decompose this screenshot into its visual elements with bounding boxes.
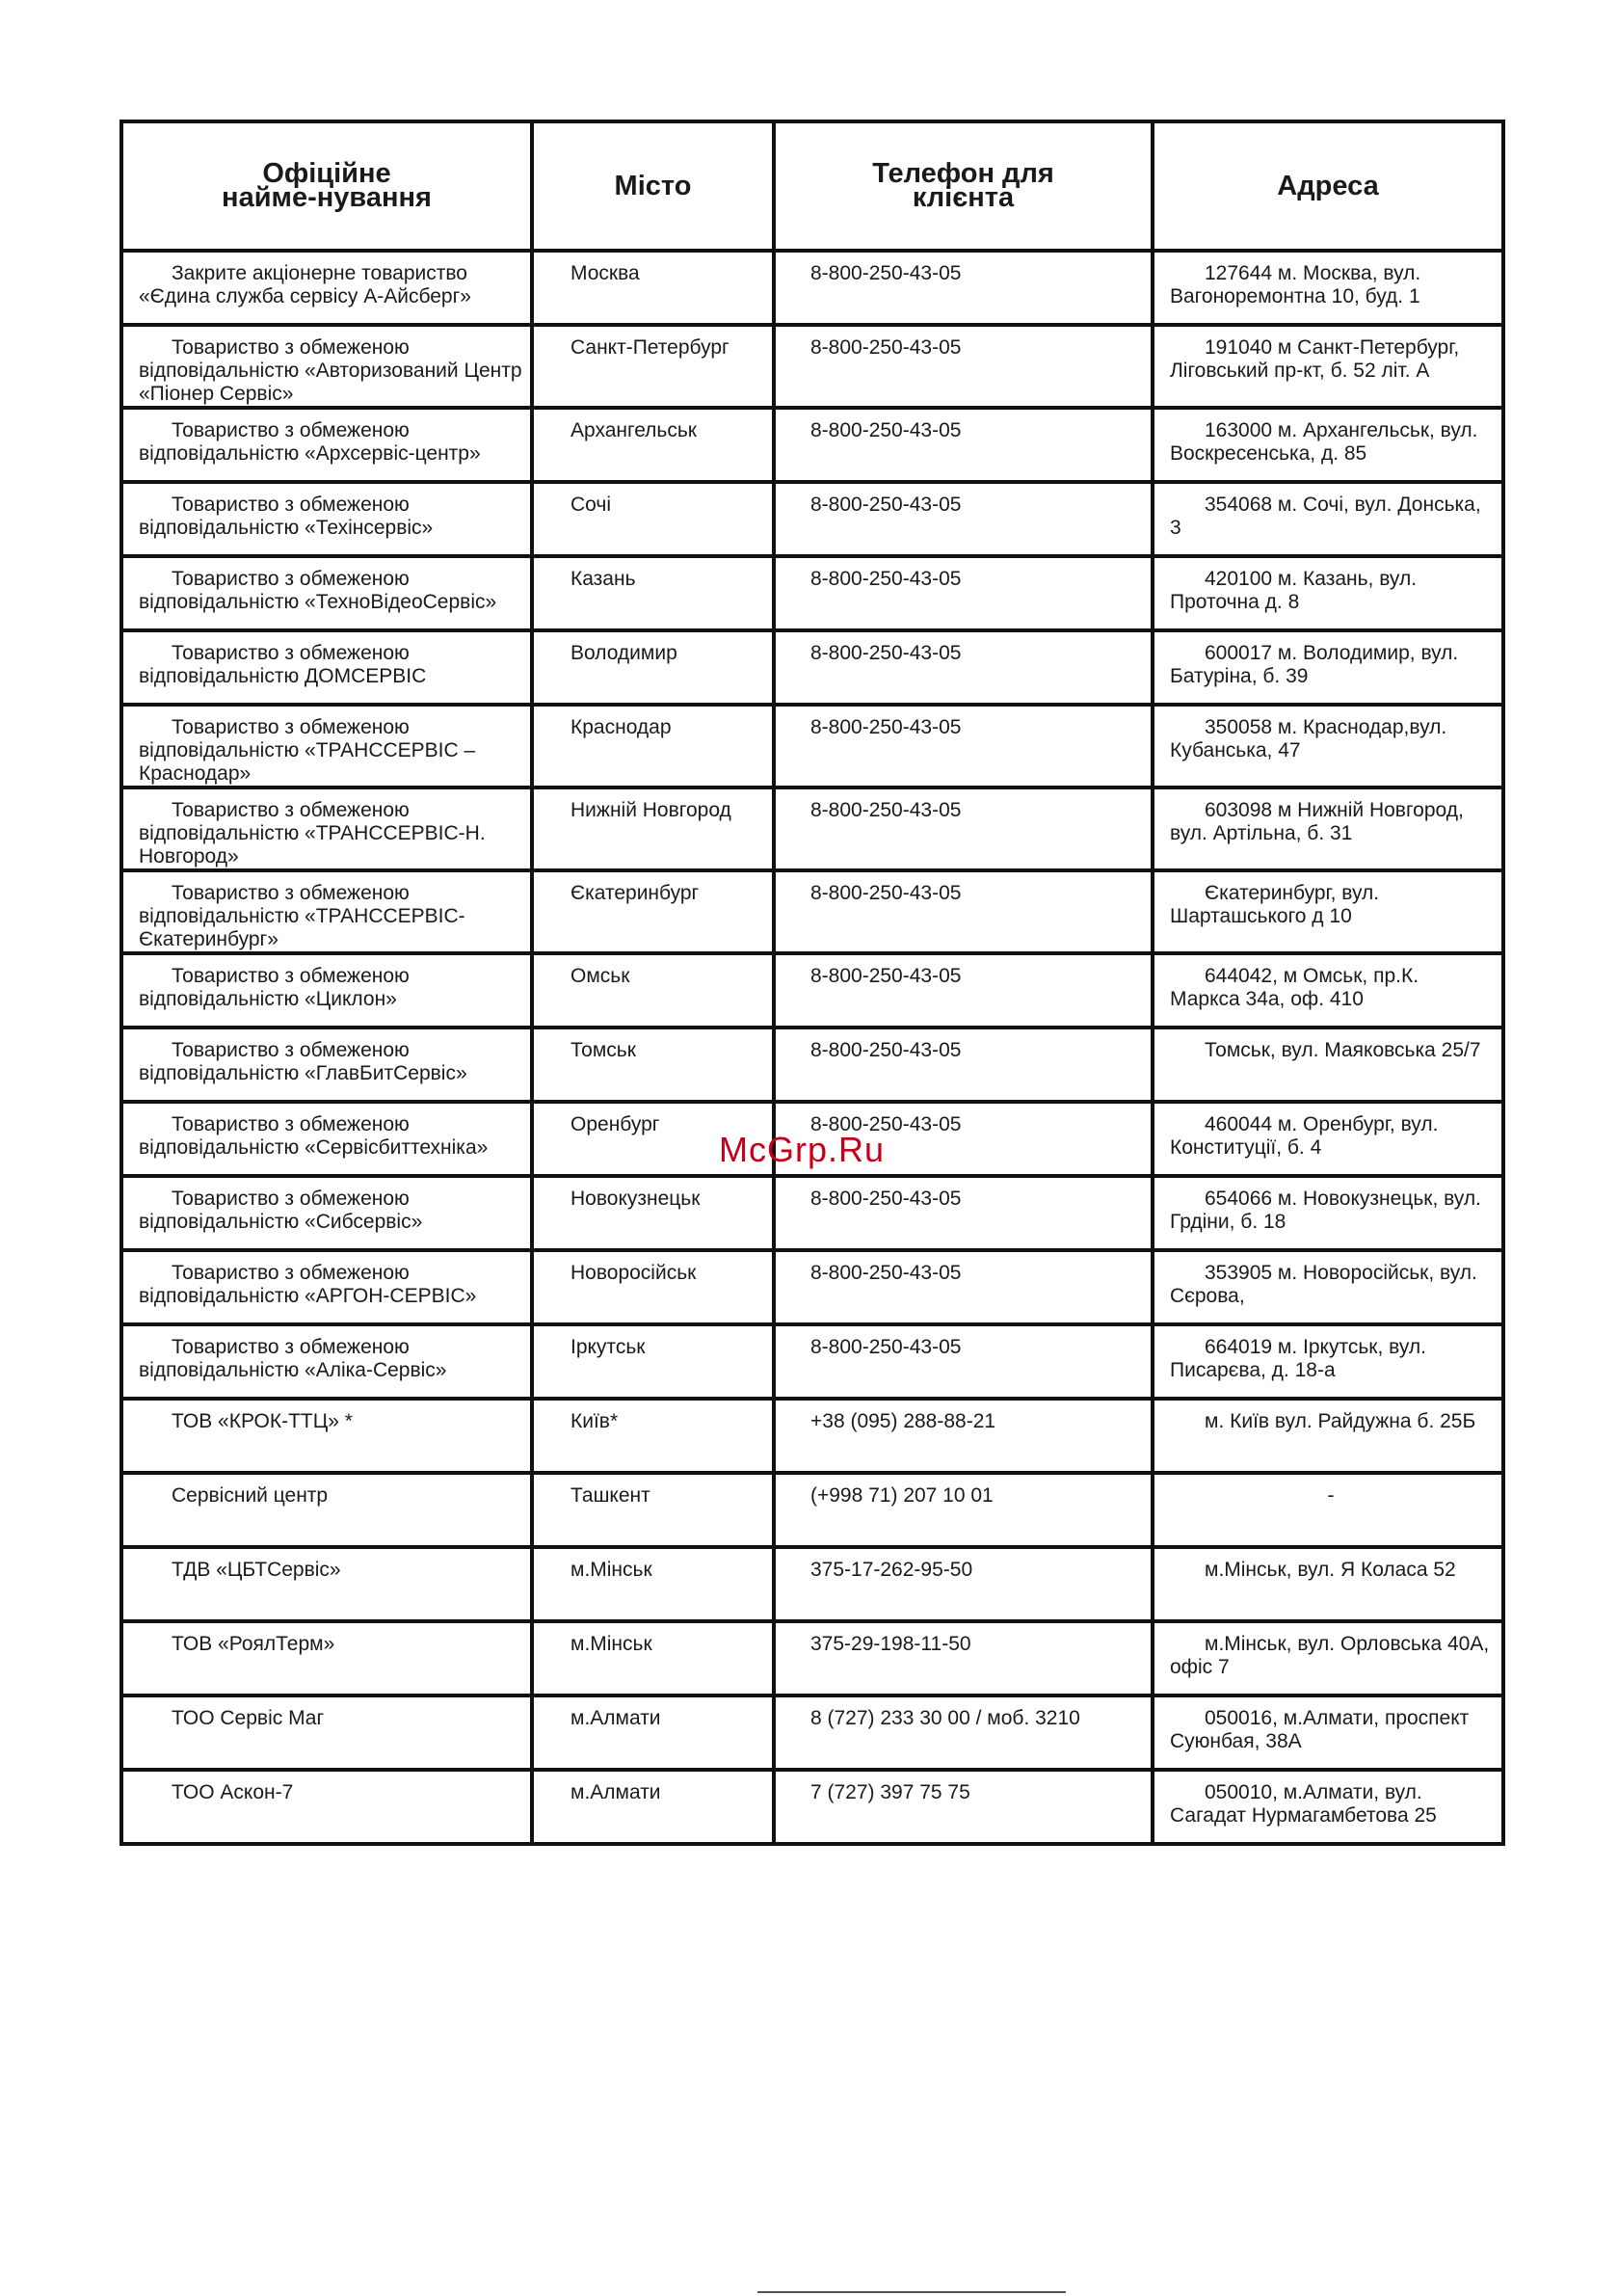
cell-address (1153, 556, 1503, 630)
table-row (121, 953, 1503, 1028)
cell-name (121, 1695, 532, 1770)
cell-city-text: Єкатеринбург (570, 882, 700, 904)
cell-name-text: ТОО Сервіс Маг (172, 1707, 325, 1729)
cell-phone (774, 1621, 1153, 1695)
cell-city (532, 1770, 774, 1844)
cell-phone (774, 1770, 1153, 1844)
cell-address-text: 600017 м. Володимир, вул. Батуріна, б. 39 (1170, 642, 1459, 687)
cell-name-text: ТОВ «РоялТерм» (172, 1633, 335, 1655)
cell-address-text: 127644 м. Москва, вул. Вагоноремонтна 10, буд. 1 (1170, 262, 1421, 307)
table-row (121, 325, 1503, 408)
cell-address-text: 163000 м. Архангельськ, вул. Воскресенська, д. 85 (1170, 419, 1478, 465)
cell-city-text: Київ* (570, 1410, 619, 1432)
cell-name (121, 1250, 532, 1324)
cell-phone-text: 8-800-250-43-05 (810, 882, 962, 904)
cell-city (532, 1176, 774, 1250)
cell-phone-text: 7 (727) 397 75 75 (810, 1781, 970, 1803)
cell-city (532, 408, 774, 482)
cell-name (121, 251, 532, 325)
cell-address (1153, 408, 1503, 482)
cell-name (121, 408, 532, 482)
cell-city-text: Краснодар (570, 716, 672, 738)
cell-address (1153, 1102, 1503, 1176)
table-body (121, 251, 1503, 1844)
cell-address (1153, 325, 1503, 408)
cell-name-text: Товариство з обмеженою відповідальністю «АРГОН-СЕРВІС» (139, 1262, 477, 1307)
cell-phone (774, 556, 1153, 630)
cell-address-text: 354068 м. Сочі, вул. Донська, 3 (1170, 494, 1481, 539)
cell-address-text: 050016, м.Алмати, проспект Суюнбая, 38А (1170, 1707, 1470, 1752)
cell-phone-text: 8-800-250-43-05 (810, 799, 962, 821)
table-row (121, 1621, 1503, 1695)
header-phone: Телефон для клієнта (774, 121, 1153, 251)
cell-phone-text: 8-800-250-43-05 (810, 1262, 962, 1284)
cell-name (121, 1176, 532, 1250)
cell-city-text: Новокузнецьк (570, 1188, 701, 1210)
cell-city (532, 1473, 774, 1547)
cell-name (121, 1621, 532, 1695)
cell-name (121, 1473, 532, 1547)
cell-address-text: Томськ, вул. Маяковська 25/7 (1205, 1039, 1481, 1061)
cell-address (1153, 705, 1503, 788)
cell-city-text: Володимир (570, 642, 677, 664)
table-row (121, 1473, 1503, 1547)
cell-address-text: 420100 м. Казань, вул. Проточна д. 8 (1170, 568, 1418, 613)
cell-phone-text: 8-800-250-43-05 (810, 262, 962, 284)
cell-name-text: Товариство з обмеженою відповідальністю «ГлавБитСервіс» (139, 1039, 467, 1084)
cell-address (1153, 1399, 1503, 1473)
cell-phone (774, 1250, 1153, 1324)
cell-phone-text: 8-800-250-43-05 (810, 1039, 962, 1061)
cell-name (121, 1399, 532, 1473)
cell-address (1153, 1621, 1503, 1695)
cell-name (121, 788, 532, 870)
cell-city (532, 251, 774, 325)
cell-city-text: м.Мінськ (570, 1559, 652, 1581)
cell-phone-text: 8-800-250-43-05 (810, 336, 962, 359)
cell-name-text: Сервісний центр (172, 1484, 329, 1507)
cell-phone-text: 8-800-250-43-05 (810, 568, 962, 590)
table-row (121, 705, 1503, 788)
cell-address (1153, 630, 1503, 705)
cell-phone (774, 1473, 1153, 1547)
cell-address (1153, 1770, 1503, 1844)
cell-name-text: Товариство з обмеженою відповідальністю «ТРАНССЕРВІС-Єкатеринбург» (139, 882, 465, 950)
cell-address-text: 654066 м. Новокузнецьк, вул. Грдіни, б. 18 (1170, 1188, 1481, 1233)
cell-name-text: Товариство з обмеженою відповідальністю «Сервісбиттехніка» (139, 1113, 489, 1159)
cell-address (1153, 788, 1503, 870)
cell-city (532, 556, 774, 630)
cell-name (121, 1324, 532, 1399)
header-address: Адреса (1153, 121, 1503, 251)
cell-address-text: 050010, м.Алмати, вул. Сагадат Нурмагамбетова 25 (1170, 1781, 1437, 1827)
cell-phone (774, 1028, 1153, 1102)
cell-address-text: 603098 м Нижній Новгород, вул. Артільна, б. 31 (1170, 799, 1464, 844)
cell-address-text: 350058 м. Краснодар,вул. Кубанська, 47 (1170, 716, 1447, 761)
cell-address (1153, 1547, 1503, 1621)
cell-city (532, 482, 774, 556)
cell-city-text: Новоросійськ (570, 1262, 697, 1284)
cell-address (1153, 953, 1503, 1028)
cell-address (1153, 251, 1503, 325)
cell-name (121, 1102, 532, 1176)
cell-city-text: м.Алмати (570, 1707, 661, 1729)
cell-city (532, 1547, 774, 1621)
cell-address-text: м.Мінськ, вул. Орловська 40А, офіс 7 (1170, 1633, 1490, 1678)
cell-address-text: 664019 м. Іркутськ, вул. Писарєва, д. 18-а (1170, 1336, 1426, 1381)
cell-city (532, 1399, 774, 1473)
cell-name (121, 482, 532, 556)
cell-city (532, 953, 774, 1028)
cell-name (121, 705, 532, 788)
cell-name (121, 1770, 532, 1844)
header-name: Офіційне найме-нування (121, 121, 532, 251)
table-row (121, 1547, 1503, 1621)
cell-name (121, 1547, 532, 1621)
footer-divider (757, 2291, 1066, 2293)
cell-city (532, 1621, 774, 1695)
table-row (121, 1770, 1503, 1844)
cell-city-text: Ташкент (570, 1484, 650, 1507)
cell-address-text: м. Київ вул. Райдужна б. 25Б (1205, 1410, 1476, 1432)
cell-address-text: 353905 м. Новоросійськ, вул. Сєрова, (1170, 1262, 1477, 1307)
cell-city (532, 1250, 774, 1324)
cell-address-text: - (1327, 1484, 1335, 1507)
cell-address (1153, 1695, 1503, 1770)
cell-address (1153, 1324, 1503, 1399)
cell-address (1153, 1250, 1503, 1324)
cell-address-text: 460044 м. Оренбург, вул. Конституції, б. 4 (1170, 1113, 1439, 1159)
cell-city (532, 870, 774, 953)
cell-city-text: Казань (570, 568, 636, 590)
cell-phone (774, 1399, 1153, 1473)
cell-city (532, 1028, 774, 1102)
cell-name (121, 1028, 532, 1102)
cell-phone (774, 325, 1153, 408)
cell-name-text: Товариство з обмеженою відповідальністю ДОМСЕРВІС (139, 642, 427, 687)
cell-name (121, 325, 532, 408)
cell-city (532, 630, 774, 705)
watermark: McGrp.Ru (719, 1130, 886, 1169)
cell-phone (774, 1547, 1153, 1621)
cell-name-text: Товариство з обмеженою відповідальністю «ТРАНССЕРВІС – Краснодар» (139, 716, 476, 785)
cell-phone-text: 375-17-262-95-50 (810, 1559, 973, 1581)
cell-phone-text: 8-800-250-43-05 (810, 419, 962, 441)
cell-city-text: Москва (570, 262, 640, 284)
table-row (121, 630, 1503, 705)
cell-name-text: Товариство з обмеженою відповідальністю «Техінсервіс» (139, 494, 434, 539)
table-row (121, 870, 1503, 953)
cell-city-text: м.Мінськ (570, 1633, 652, 1655)
cell-address (1153, 1028, 1503, 1102)
cell-name-text: ТОО Аскон-7 (172, 1781, 294, 1803)
cell-phone (774, 705, 1153, 788)
table-row (121, 1399, 1503, 1473)
table-row (121, 1324, 1503, 1399)
header-row (121, 121, 1503, 251)
cell-name-text: Товариство з обмеженою відповідальністю «Архсервіс-центр» (139, 419, 481, 465)
table-row (121, 482, 1503, 556)
cell-city-text: Омськ (570, 965, 630, 987)
cell-name-text: Товариство з обмеженою відповідальністю «ТехноВідеоСервіс» (139, 568, 497, 613)
cell-phone-text: 8-800-250-43-05 (810, 1336, 962, 1358)
service-centers-table (119, 120, 1505, 1846)
cell-address-text: 644042, м Омськ, пр.К. Маркса 34а, оф. 410 (1170, 965, 1419, 1010)
cell-phone (774, 1695, 1153, 1770)
cell-phone-text: (+998 71) 207 10 01 (810, 1484, 994, 1507)
table-row (121, 1028, 1503, 1102)
cell-city-text: Архангельськ (570, 419, 697, 441)
cell-name-text: ТДВ «ЦБТСервіс» (172, 1559, 341, 1581)
cell-phone-text: 8 (727) 233 30 00 / моб. 3210 (810, 1707, 1080, 1729)
cell-address-text: 191040 м Санкт-Петербург, Лiговський пр-кт, б. 52 лiт. А (1170, 336, 1460, 382)
table-row (121, 251, 1503, 325)
cell-phone (774, 788, 1153, 870)
cell-phone (774, 408, 1153, 482)
table-row (121, 1176, 1503, 1250)
header-city: Місто (532, 121, 774, 251)
cell-phone (774, 482, 1153, 556)
cell-city-text: м.Алмати (570, 1781, 661, 1803)
cell-phone (774, 630, 1153, 705)
cell-phone (774, 953, 1153, 1028)
cell-address (1153, 870, 1503, 953)
cell-city-text: Іркутськ (570, 1336, 646, 1358)
table-row (121, 1250, 1503, 1324)
cell-name-text: Товариство з обмеженою відповідальністю «Циклон» (139, 965, 410, 1010)
table-row (121, 556, 1503, 630)
cell-address (1153, 1473, 1503, 1547)
cell-address-text: Єкатеринбург, вул. Шарташського д 10 (1170, 882, 1380, 927)
cell-phone-text: 8-800-250-43-05 (810, 494, 962, 516)
cell-city-text: Томськ (570, 1039, 636, 1061)
cell-phone-text: 8-800-250-43-05 (810, 716, 962, 738)
cell-phone-text: +38 (095) 288-88-21 (810, 1410, 996, 1432)
cell-phone (774, 1176, 1153, 1250)
cell-city-text: Санкт-Петербург (570, 336, 729, 359)
table-row (121, 788, 1503, 870)
cell-phone-text: 8-800-250-43-05 (810, 965, 962, 987)
cell-phone (774, 1324, 1153, 1399)
cell-name-text: Товариство з обмеженою відповідальністю «Авторизований Центр «Піонер Сервіс» (139, 336, 522, 405)
cell-name (121, 870, 532, 953)
cell-city (532, 788, 774, 870)
cell-phone (774, 870, 1153, 953)
cell-city (532, 705, 774, 788)
cell-name (121, 630, 532, 705)
table-row (121, 408, 1503, 482)
cell-name-text: Товариство з обмеженою відповідальністю «Сибсервіс» (139, 1188, 423, 1233)
cell-city-text: Нижній Новгород (570, 799, 731, 821)
cell-name-text: Товариство з обмеженою відповідальністю «ТРАНССЕРВІС-Н. Новгород» (139, 799, 486, 868)
cell-address-text: м.Мінськ, вул. Я Коласа 52 (1205, 1559, 1456, 1581)
cell-phone-text: 8-800-250-43-05 (810, 1188, 962, 1210)
cell-city (532, 1324, 774, 1399)
cell-name (121, 556, 532, 630)
cell-address (1153, 482, 1503, 556)
cell-city-text: Оренбург (570, 1113, 660, 1135)
cell-address (1153, 1176, 1503, 1250)
cell-name (121, 953, 532, 1028)
cell-city (532, 325, 774, 408)
table-row (121, 1695, 1503, 1770)
cell-phone (774, 251, 1153, 325)
cell-city (532, 1695, 774, 1770)
cell-phone-text: 8-800-250-43-05 (810, 1113, 962, 1135)
cell-phone-text: 8-800-250-43-05 (810, 642, 962, 664)
cell-city-text: Сочі (570, 494, 611, 516)
cell-name-text: ТОВ «КРОК-ТТЦ» * (172, 1410, 353, 1432)
cell-name-text: Товариство з обмеженою відповідальністю «Аліка-Сервіс» (139, 1336, 447, 1381)
cell-name-text: Закрите акціонерне товариство «Єдина служба сервісу А-Айсберг» (139, 262, 471, 307)
cell-phone-text: 375-29-198-11-50 (810, 1633, 971, 1655)
